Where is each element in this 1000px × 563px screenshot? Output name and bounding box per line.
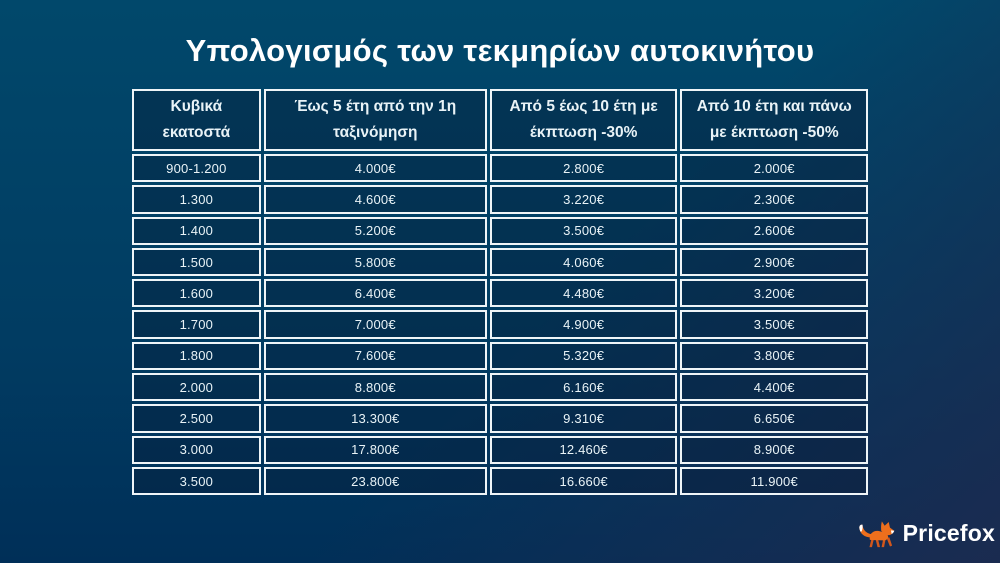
table-row — [132, 310, 868, 338]
table-row — [132, 373, 868, 401]
table-cell: 3.500 — [132, 467, 261, 495]
table-cell: 13.300€ — [264, 404, 487, 432]
table-cell: 5.800€ — [264, 248, 487, 276]
page-title: Υπολογισμός των τεκμηρίων αυτοκινήτου — [185, 33, 815, 68]
table-row — [132, 279, 868, 307]
column-header-up-to-5y: Έως 5 έτη από την 1η ταξινόμηση — [264, 89, 487, 151]
table-row — [132, 248, 868, 276]
table-cell: 3.000 — [132, 436, 261, 464]
table-row — [132, 185, 868, 213]
table-cell: 1.600 — [132, 279, 261, 307]
column-header-5-10y: Από 5 έως 10 έτη με έκπτωση -30% — [490, 89, 678, 151]
table-row — [132, 436, 868, 464]
table-cell: 6.400€ — [264, 279, 487, 307]
table-cell: 1.300 — [132, 185, 261, 213]
table-cell: 23.800€ — [264, 467, 487, 495]
table-row — [132, 467, 868, 495]
table-cell: 2.800€ — [490, 154, 678, 182]
table-cell: 2.600€ — [680, 217, 868, 245]
table-cell: 3.500€ — [490, 217, 678, 245]
column-header-over-10y: Από 10 έτη και πάνω με έκπτωση -50% — [680, 89, 868, 151]
table-cell: 11.900€ — [680, 467, 868, 495]
table-cell: 900-1.200 — [132, 154, 261, 182]
table-cell: 3.200€ — [680, 279, 868, 307]
table-cell: 1.500 — [132, 248, 261, 276]
table-cell: 9.310€ — [490, 404, 678, 432]
table-cell: 1.800 — [132, 342, 261, 370]
table-cell: 4.400€ — [680, 373, 868, 401]
table-cell: 1.400 — [132, 217, 261, 245]
table-cell: 4.060€ — [490, 248, 678, 276]
table-row — [132, 217, 868, 245]
table-cell: 2.000€ — [680, 154, 868, 182]
car-tax-table — [129, 86, 871, 498]
table-cell: 4.000€ — [264, 154, 487, 182]
table-cell: 3.500€ — [680, 310, 868, 338]
brand-name: Pricefox — [902, 520, 995, 546]
table-cell: 6.650€ — [680, 404, 868, 432]
table-row — [132, 154, 868, 182]
header-row — [132, 89, 868, 151]
pricefox-logo — [856, 518, 995, 549]
table-cell: 3.220€ — [490, 185, 678, 213]
table-cell: 12.460€ — [490, 436, 678, 464]
table-cell: 4.600€ — [264, 185, 487, 213]
table-cell: 1.700 — [132, 310, 261, 338]
table-cell: 4.900€ — [490, 310, 678, 338]
table-cell: 5.320€ — [490, 342, 678, 370]
fox-icon — [856, 518, 896, 549]
column-header-cc: Κυβικά εκατοστά — [132, 89, 261, 151]
table-cell: 5.200€ — [264, 217, 487, 245]
table-cell: 3.800€ — [680, 342, 868, 370]
table-row — [132, 404, 868, 432]
table-cell: 6.160€ — [490, 373, 678, 401]
table-cell: 17.800€ — [264, 436, 487, 464]
table-cell: 2.000 — [132, 373, 261, 401]
table-cell: 4.480€ — [490, 279, 678, 307]
table-cell: 16.660€ — [490, 467, 678, 495]
table-row — [132, 342, 868, 370]
table-cell: 7.600€ — [264, 342, 487, 370]
table-cell: 7.000€ — [264, 310, 487, 338]
table-cell: 2.300€ — [680, 185, 868, 213]
table-cell: 8.800€ — [264, 373, 487, 401]
table-cell: 2.900€ — [680, 248, 868, 276]
table-cell: 8.900€ — [680, 436, 868, 464]
table-cell: 2.500 — [132, 404, 261, 432]
